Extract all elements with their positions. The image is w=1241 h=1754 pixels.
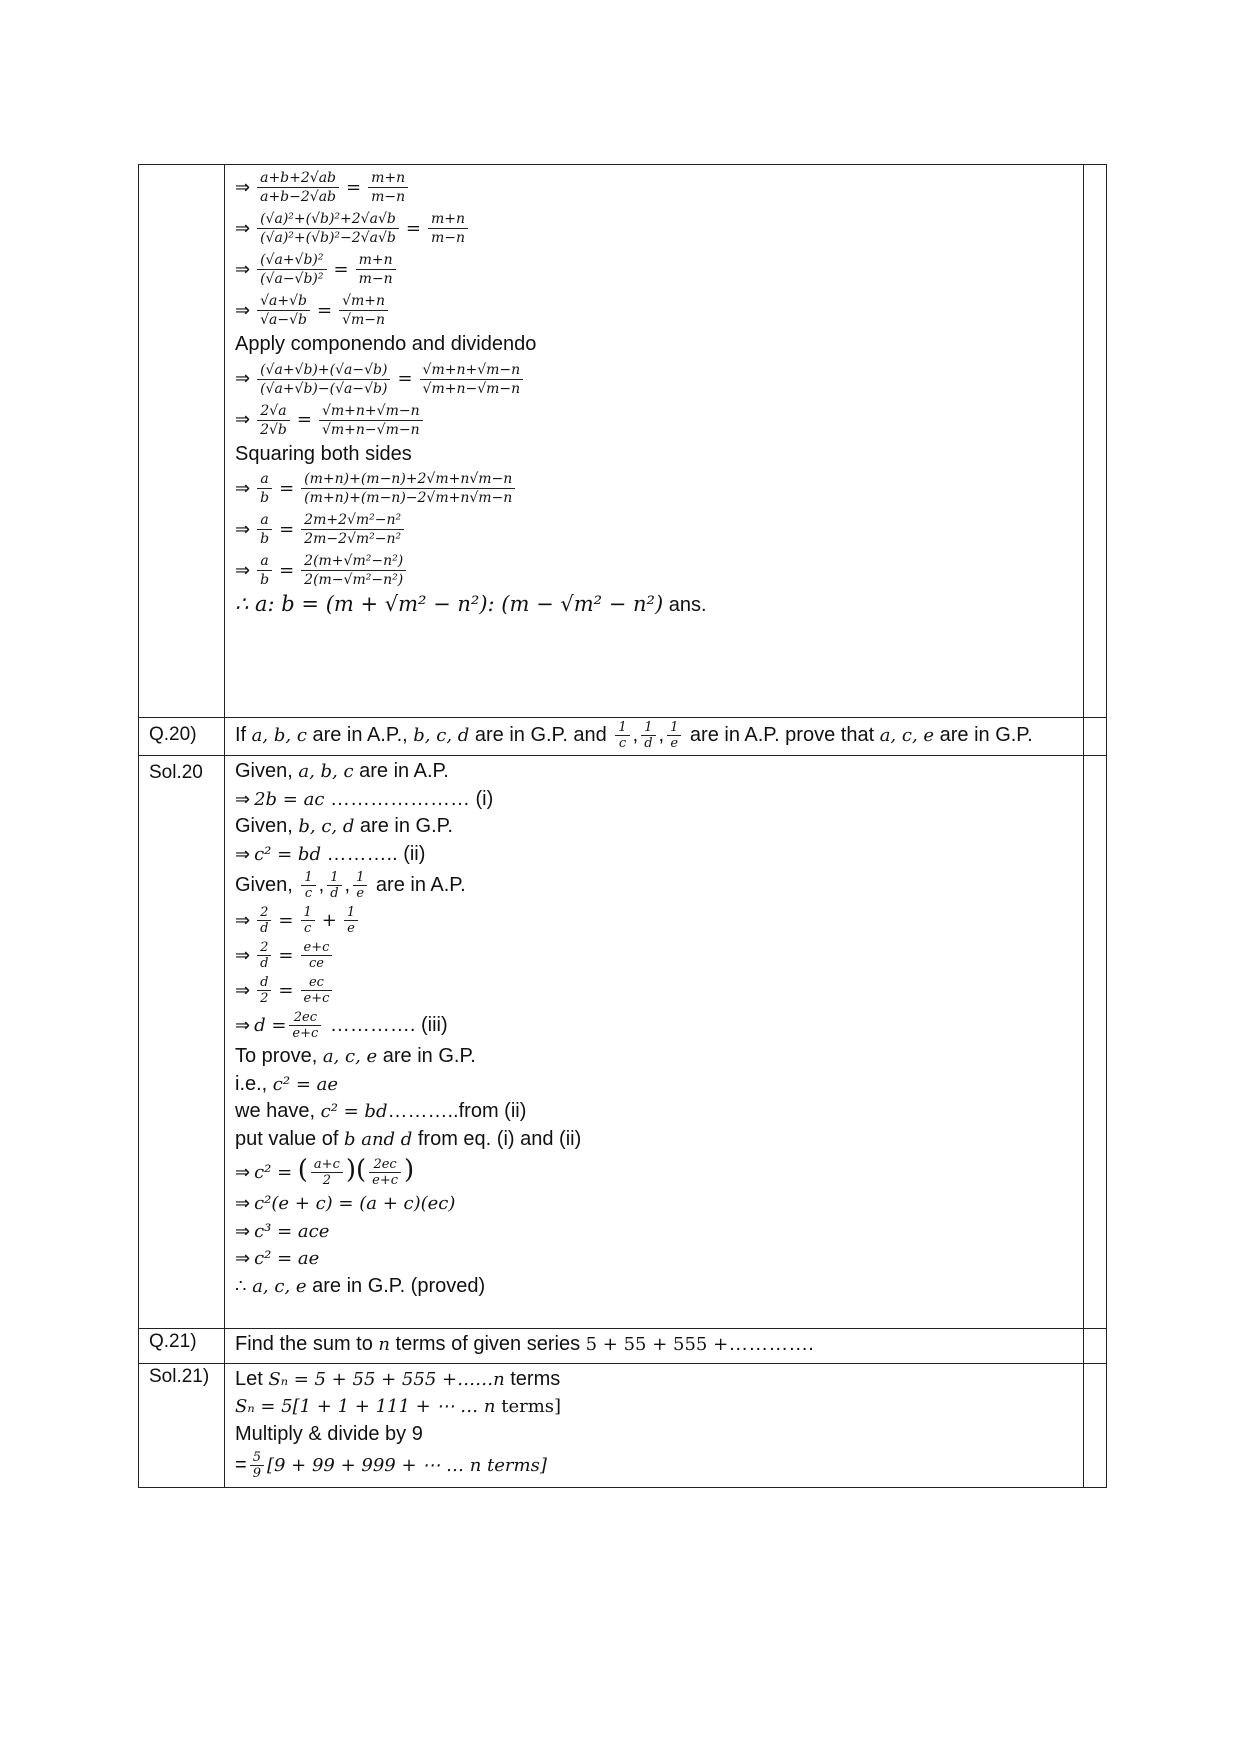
sol21-row <box>139 1363 1107 1488</box>
sol20-line-13: put value of b and d from eq. (i) and (ii) <box>235 1127 582 1150</box>
marks-cell <box>1084 1363 1107 1488</box>
sol20-line-9: ⇒ d = $\frac{2ec}{e+c}$ …………. (iii) <box>235 1010 448 1042</box>
q21-row <box>139 1329 1107 1364</box>
sol20-line-15: ⇒ c²(e + c) = (a + c)(ec) <box>235 1193 456 1215</box>
apply-cd-text: Apply componendo and dividendo <box>235 333 537 355</box>
step-3: ⇒ $\frac{\text{(√a+√b)²}}{\text{(√a−√b)²}}$ = $\frac{m+n}{m-n}$ <box>235 249 1075 290</box>
sol20-line-1: Given, a, b, c are in A.P. <box>235 760 449 783</box>
sol20-line-18: ∴ a, c, e are in G.P. (proved) <box>235 1274 486 1297</box>
sol21-line-4: = $\frac{5}{9}$ [9 + 99 + 999 + ⋯ … n terms] <box>235 1450 547 1482</box>
sol21-line-2: Sₙ = 5[1 + 1 + 111 + ⋯ … n terms] <box>235 1396 562 1418</box>
step-8: ⇒ $\frac{a}{b}$ = $\frac{\text{2m+2√m²−n²}}{\text{2m−2√m²−n²}}$ <box>235 509 1075 550</box>
squaring-text: Squaring both sides <box>235 442 412 465</box>
q20-label: Q.20) <box>139 718 225 756</box>
step-2: ⇒ $\frac{\text{(√a)²+(√b)²+2√a√b}}{\text{(√a)²+(√b)²−2√a√b}}$ = $\frac{m+n}{m-n}$ <box>235 208 1075 249</box>
empty-label-cell <box>139 165 225 718</box>
sol20-line-4: ⇒ c² = bd ……….. (ii) <box>235 842 426 865</box>
q21-text: Find the sum to n terms of given series 5 + 55 + 555 +…………. <box>225 1329 1084 1364</box>
sol21-line-3: Multiply & divide by 9 <box>235 1422 423 1445</box>
answer-sheet <box>138 164 1107 1488</box>
sol21-line-1: Let Sₙ = 5 + 55 + 555 +……n terms <box>235 1367 561 1390</box>
q20-row <box>139 718 1107 756</box>
marks-cell <box>1084 165 1107 718</box>
sol20-row <box>139 756 1107 1329</box>
sol20-line-12: we have, c² = bd………..from (ii) <box>235 1100 527 1123</box>
sol20-line-5: Given, $\frac{1}{c}$ , $\frac{1}{d}$ , $\frac{1}{e}$ are in A.P. <box>235 870 466 902</box>
q21-label: Q.21) <box>139 1329 225 1364</box>
sol20-line-11: i.e., c² = ae <box>235 1072 339 1095</box>
sol20-line-2: ⇒ 2b = ac ………………… (i) <box>235 787 494 810</box>
sol20-line-7: ⇒ $\frac{2}{d}$ = $\frac{e+c}{ce}$ <box>235 938 1075 973</box>
step-5: ⇒ $\frac{(√a+√b)+(√a-√b)}{(√a+√b)-(√a-√b)}$ = $\frac{√m+n+√m-n}{√m+n-√m-n}$ <box>235 359 1075 400</box>
sol20-content <box>225 756 1084 1329</box>
conclusion-line: ∴ a: b = (m + √m² − n²): (m − √m² − n²) ans. <box>235 592 707 616</box>
sol20-label: Sol.20 <box>139 756 225 1329</box>
marks-cell <box>1084 718 1107 756</box>
sol20-line-3: Given, b, c, d are in G.P. <box>235 815 453 838</box>
sol21-label: Sol.21) <box>139 1363 225 1488</box>
sol20-line-14: ⇒ c² = ( $\frac{a+c}{2}$ )( $\frac{2ec}{e+c}$ ) <box>235 1155 415 1189</box>
sol21-content <box>225 1363 1084 1488</box>
step-1: ⇒ $\frac{a+b+2√ab}{a+b-2√ab}$ = $\frac{m+n}{m-n}$ <box>235 167 1075 208</box>
step-6: ⇒ $\frac{2√a}{2√b}$ = $\frac{√m+n+√m-n}{√m+n-√m-n}$ <box>235 400 1075 441</box>
sol20-line-16: ⇒ c³ = ace <box>235 1220 330 1242</box>
q20-text: If a, b, c are in A.P., b, c, d are in G.P. and $\frac{1}{c}$ , $\frac{1}{d}$ , $\frac{1}{e}$ are in A.P. prove that a, c, e are in G.P. <box>225 718 1084 756</box>
continuation-row <box>139 165 1107 718</box>
sol20-line-17: ⇒ c² = ae <box>235 1248 320 1270</box>
sol20-line-10: To prove, a, c, e are in G.P. <box>235 1045 476 1068</box>
sol20-line-8: ⇒ $\frac{d}{2}$ = $\frac{ec}{e+c}$ <box>235 973 1075 1008</box>
solution-table <box>138 164 1107 1488</box>
step-9: ⇒ $\frac{a}{b}$ = $\frac{\text{2(m+√m²−n²)}}{\text{2(m−√m²−n²)}}$ <box>235 550 1075 591</box>
marks-cell <box>1084 1329 1107 1364</box>
step-4: ⇒ $\frac{√a+√b}{√a-√b}$ = $\frac{√m+n}{√m-n}$ <box>235 290 1075 331</box>
sol20-line-6: ⇒ $\frac{2}{d}$ = $\frac{1}{c}$ + $\frac{1}{e}$ <box>235 903 1075 938</box>
step-7: ⇒ $\frac{a}{b}$ = $\frac{(m+n)+(m-n)+2√m+n√m-n}{(m+n)+(m-n)-2√m+n√m-n}$ <box>235 468 1075 509</box>
continuation-content <box>225 165 1084 718</box>
marks-cell <box>1084 756 1107 1329</box>
